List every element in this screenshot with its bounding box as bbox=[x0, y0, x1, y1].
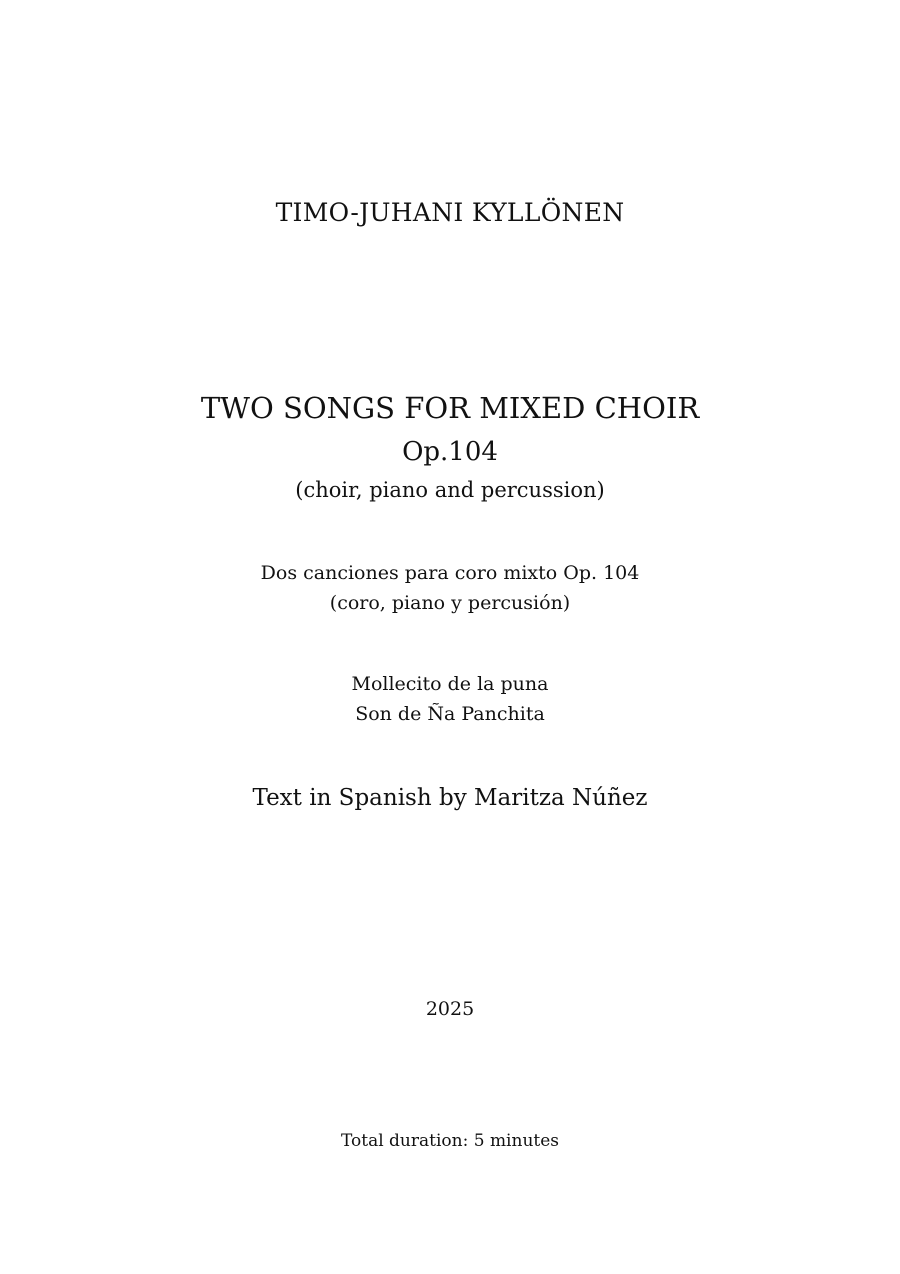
opus-number: Op.104 bbox=[402, 437, 498, 467]
spanish-title: Dos canciones para coro mixto Op. 104 bbox=[260, 562, 640, 584]
work-title: TWO SONGS FOR MIXED CHOIR bbox=[200, 391, 700, 425]
song-title: Son de Ña Panchita bbox=[355, 703, 545, 725]
work-scoring: (choir, piano and percussion) bbox=[295, 478, 605, 502]
spanish-scoring: (coro, piano y percusión) bbox=[329, 592, 571, 614]
text-credit: Text in Spanish by Maritza Núñez bbox=[252, 785, 648, 811]
composer-name: TIMO-JUHANI KYLLÖNEN bbox=[275, 198, 625, 227]
total-duration: Total duration: 5 minutes bbox=[340, 1131, 560, 1151]
year: 2025 bbox=[425, 998, 475, 1020]
song-title: Mollecito de la puna bbox=[351, 673, 549, 695]
